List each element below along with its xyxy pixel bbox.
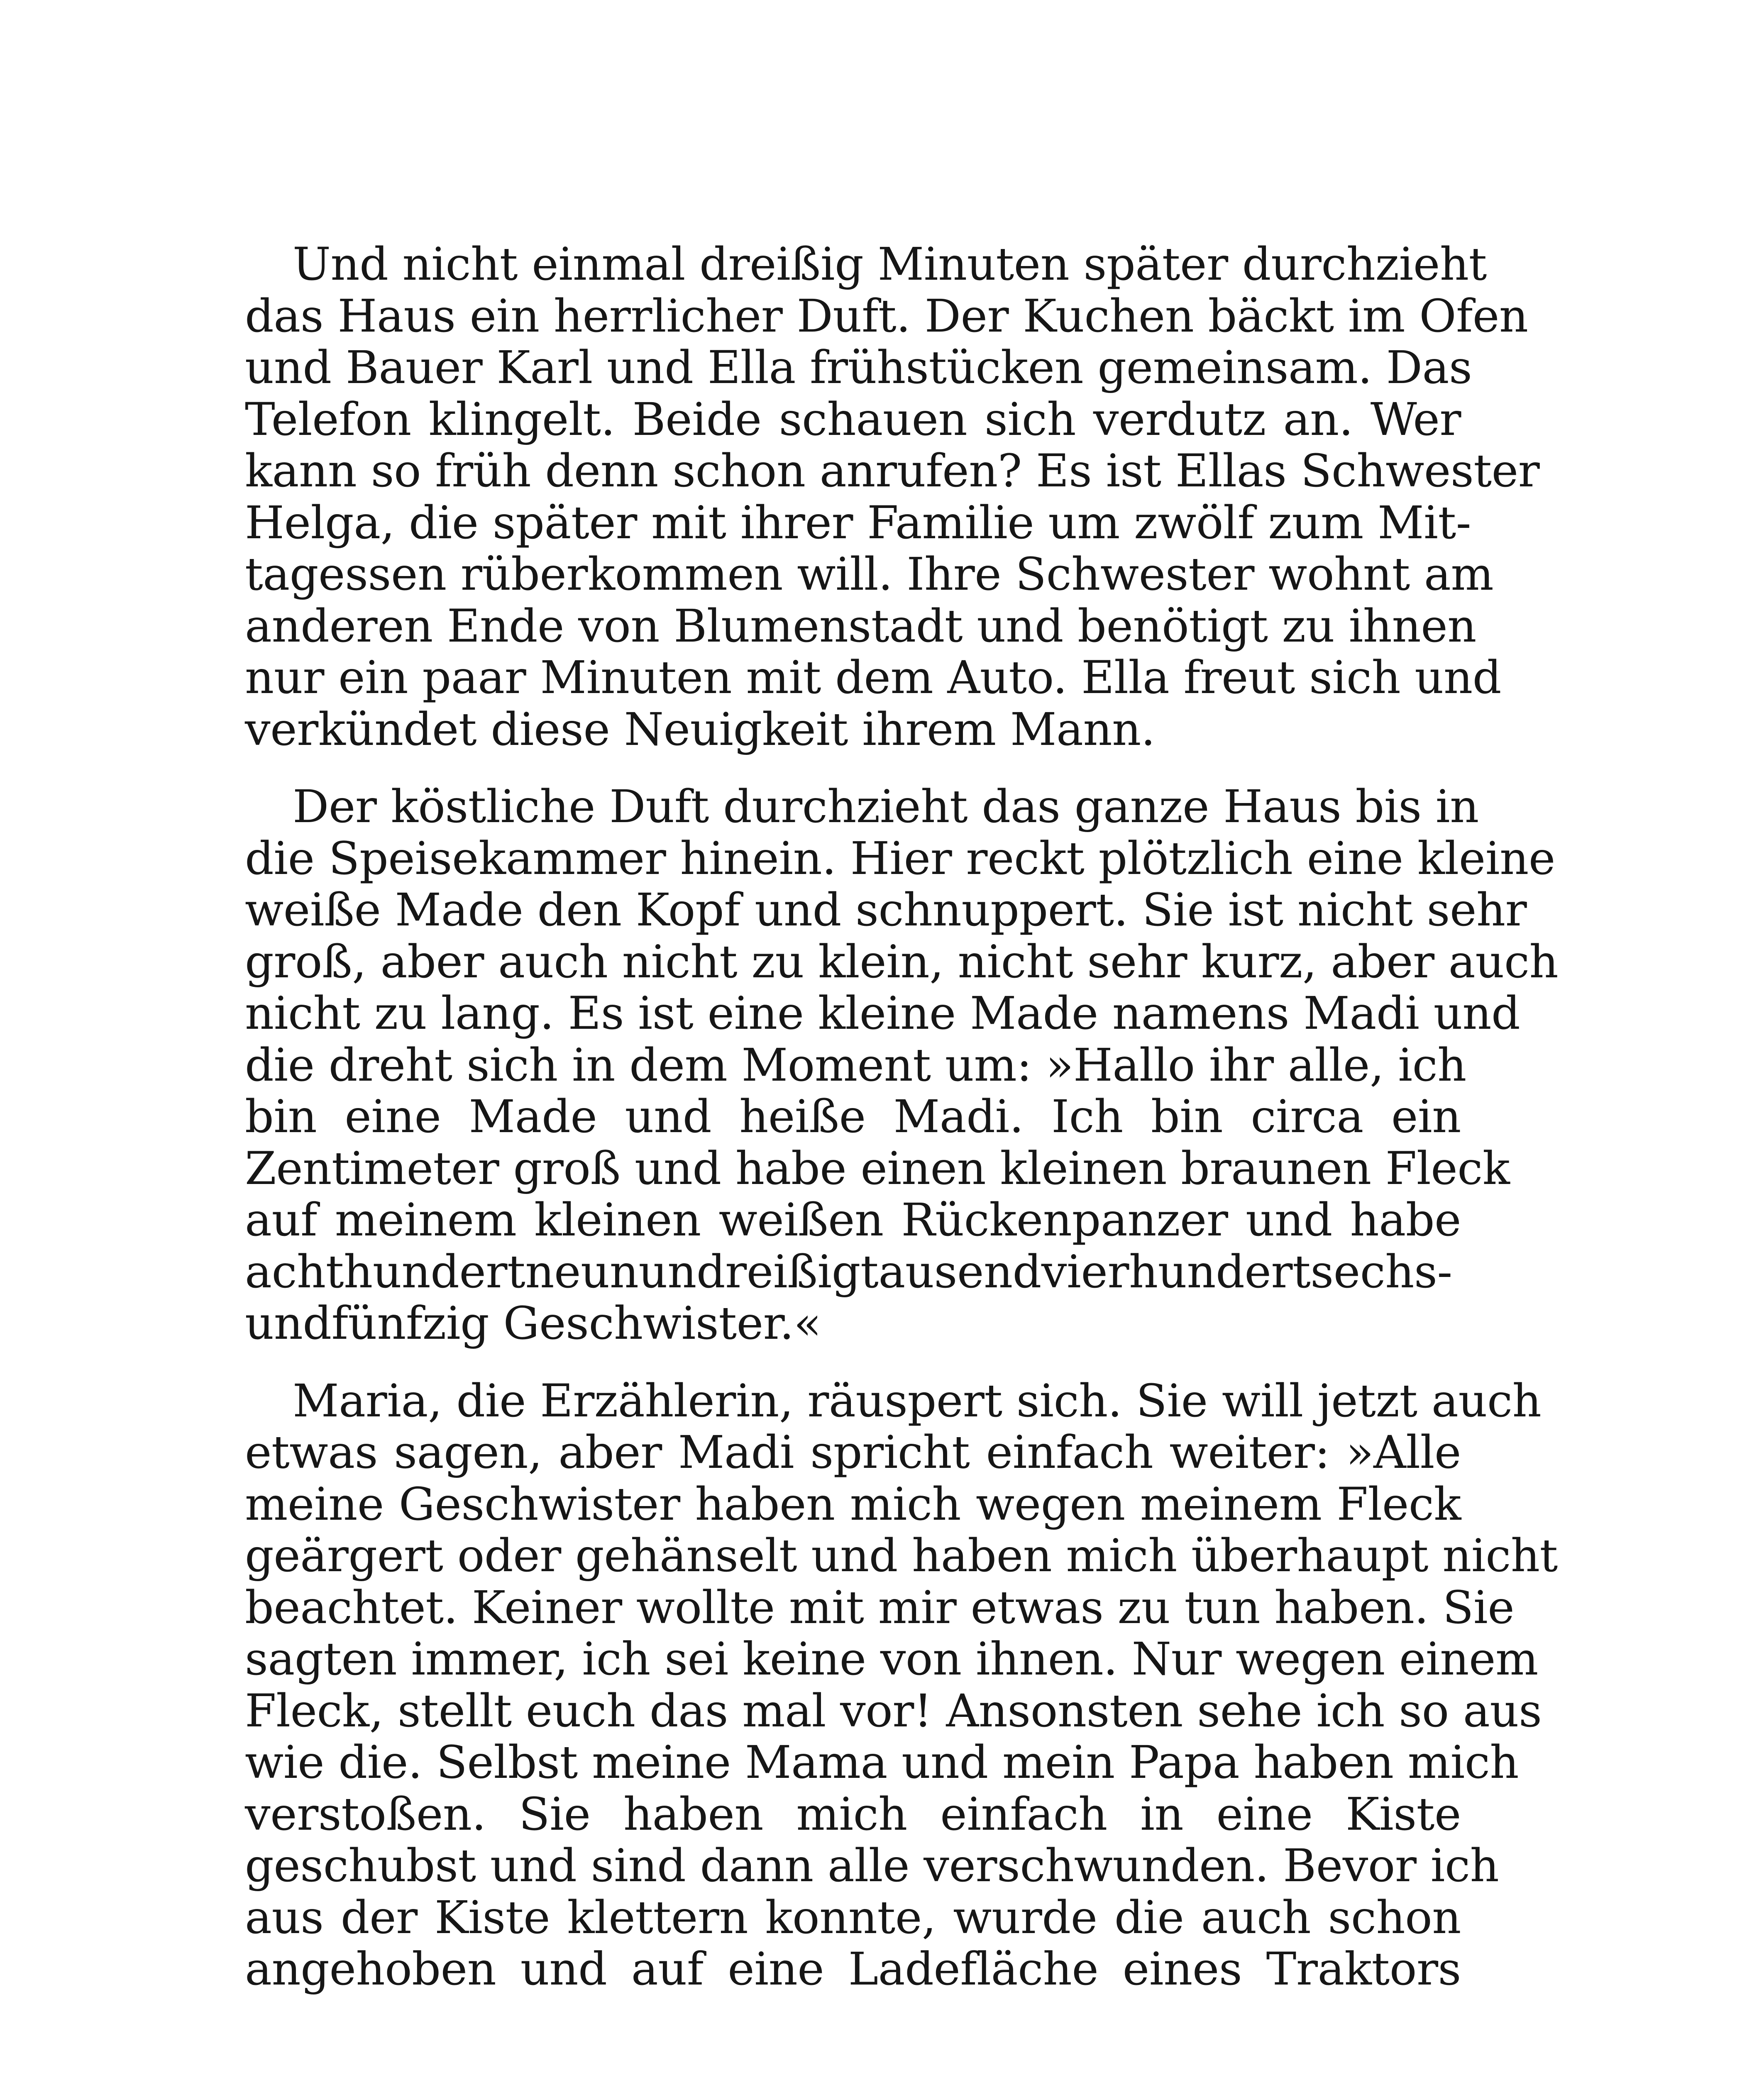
paragraph-3: [245, 1374, 1558, 1995]
text-line: verstoßen. Sie haben mich einfach in eine Kiste: [245, 1787, 1461, 1841]
text-line: Der köstliche Duft durchzieht das ganze Haus bis in: [293, 780, 1479, 833]
text-line: Telefon klingelt. Beide schauen sich verdutz an. Wer: [245, 393, 1461, 446]
text-line: undfünfzig Geschwister.«: [245, 1297, 821, 1350]
text-line: kann so früh denn schon anrufen? Es ist Ellas Schwester: [245, 444, 1540, 497]
text-line: nicht zu lang. Es ist eine kleine Made namens Madi und: [245, 987, 1520, 1040]
text-line: meine Geschwister haben mich wegen meinem Fleck: [245, 1477, 1461, 1531]
text-line: sagten immer, ich sei keine von ihnen. Nur wegen einem: [245, 1633, 1538, 1685]
text-line: die Speisekammer hinein. Hier reckt plötzlich eine kleine: [245, 832, 1555, 885]
text-line: weiße Made den Kopf und schnuppert. Sie ist nicht sehr: [245, 884, 1527, 936]
text-line: bin eine Made und heiße Madi. Ich bin circa ein: [245, 1090, 1461, 1143]
text-line: anderen Ende von Blumenstadt und benötigt zu ihnen: [245, 599, 1476, 652]
text-line: nur ein paar Minuten mit dem Auto. Ella freut sich und: [245, 651, 1501, 704]
text-line: groß, aber auch nicht zu klein, nicht sehr kurz, aber auch: [245, 935, 1559, 988]
text-line: und Bauer Karl und Ella frühstücken gemeinsam. Das: [245, 341, 1472, 394]
text-line: geärgert oder gehänselt und haben mich überhaupt nicht: [245, 1529, 1558, 1582]
text-line: angehoben und auf eine Ladefläche eines Traktors: [245, 1943, 1461, 1995]
text-line: Und nicht einmal dreißig Minuten später durchzieht: [293, 238, 1487, 290]
text-line: auf meinem kleinen weißen Rückenpanzer und habe: [245, 1194, 1461, 1246]
text-line: achthundertneunundreißigtausendvierhundertsechs-: [245, 1245, 1452, 1298]
paragraph-2: [245, 780, 1559, 1350]
text-line: tagessen rüberkommen will. Ihre Schwester wohnt am: [245, 548, 1494, 601]
text-line: Maria, die Erzählerin, räuspert sich. Sie will jetzt auch: [293, 1374, 1542, 1427]
text-line: verkündet diese Neuigkeit ihrem Mann.: [245, 703, 1156, 756]
text-line: wie die. Selbst meine Mama und mein Papa haben mich: [245, 1736, 1519, 1789]
text-line: Zentimeter groß und habe einen kleinen braunen Fleck: [245, 1142, 1510, 1195]
text-line: geschubst und sind dann alle verschwunden. Bevor ich: [245, 1839, 1499, 1892]
paragraph-1: [245, 238, 1540, 756]
text-line: beachtet. Keiner wollte mit mir etwas zu tun haben. Sie: [245, 1581, 1515, 1634]
text-line: Fleck, stellt euch das mal vor! Ansonsten sehe ich so aus: [245, 1684, 1542, 1737]
text-line: die dreht sich in dem Moment um: »Hallo ihr alle, ich: [245, 1038, 1466, 1091]
text-line: etwas sagen, aber Madi spricht einfach weiter: »Alle: [245, 1426, 1461, 1479]
body-text: [245, 238, 1559, 2021]
text-line: Helga, die später mit ihrer Familie um zwölf zum Mit-: [245, 496, 1471, 549]
text-line: aus der Kiste klettern konnte, wurde die auch schon: [245, 1891, 1461, 1944]
text-line: das Haus ein herrlicher Duft. Der Kuchen bäckt im Ofen: [245, 289, 1528, 342]
